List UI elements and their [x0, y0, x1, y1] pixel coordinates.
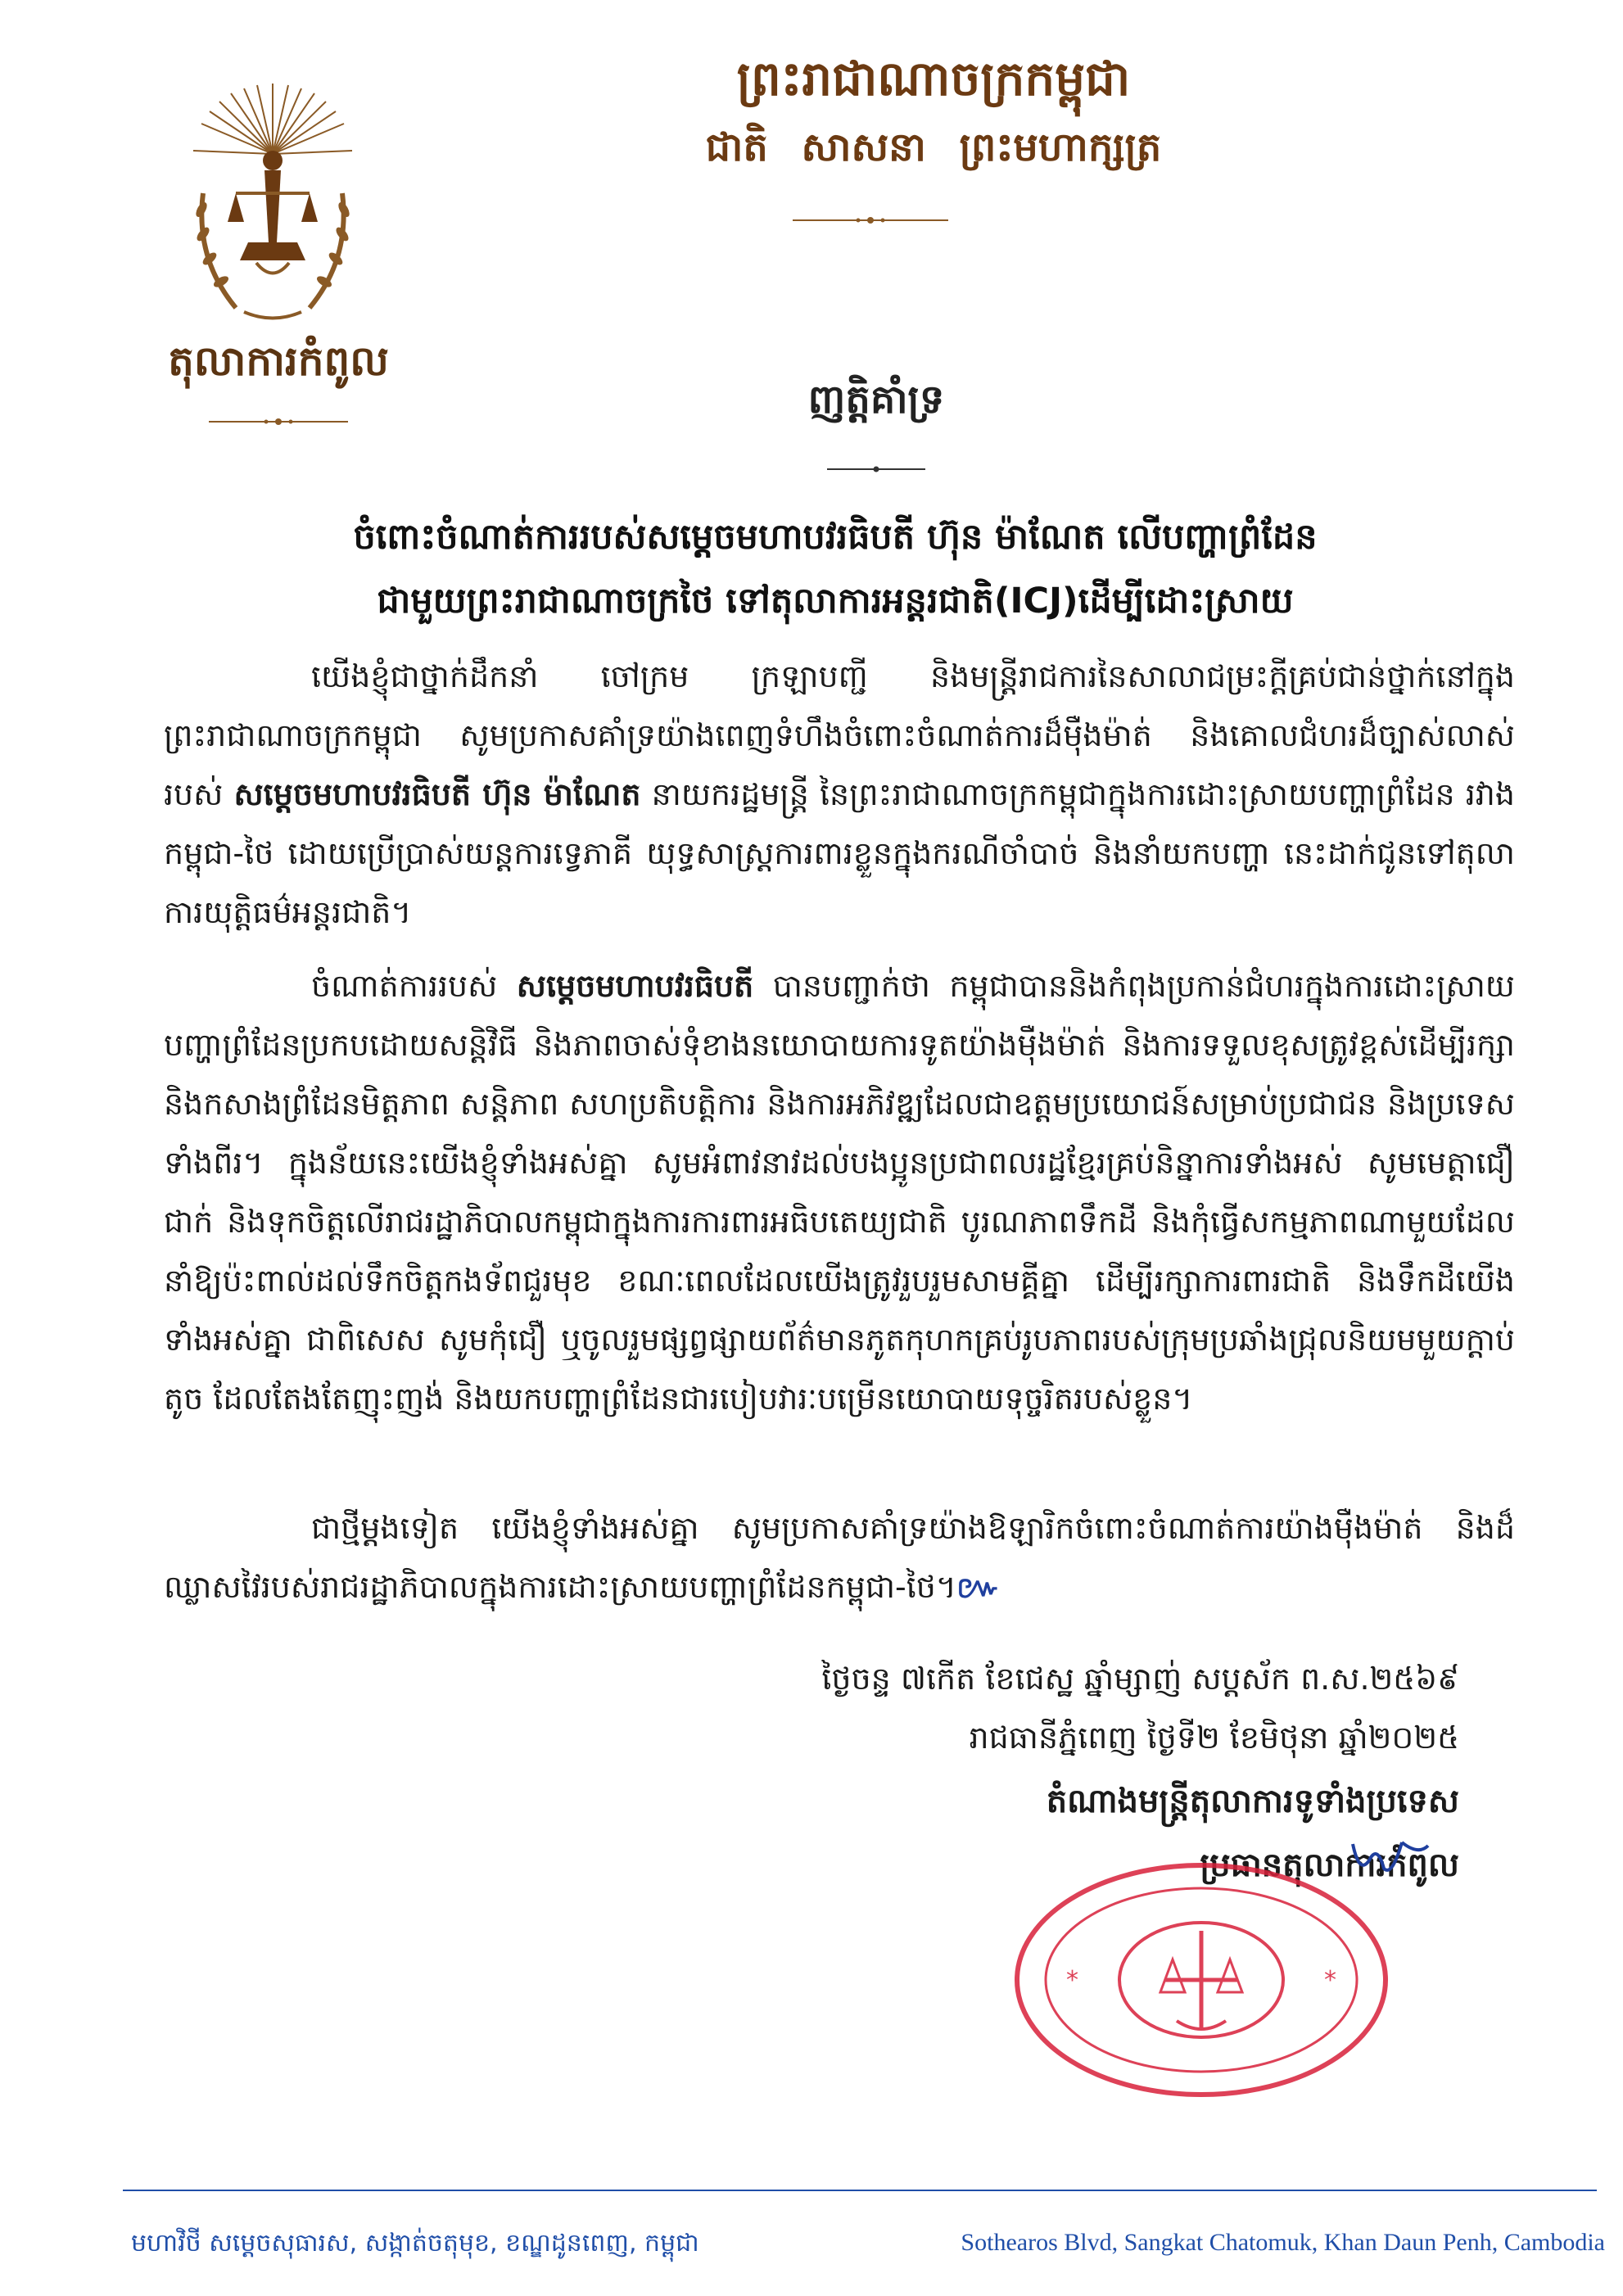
paragraph-1-text-b: នាយករដ្ឋមន្ត្រី នៃព្រះរាជាណាចក្រកម្ពុជាក្នុងការដោះស្រាយបញ្ហាព្រំដែន រវាងកម្ពុជា-ថៃ ដោយប្រើប្រាស់យន្តការទ្វេភាគី យុទ្ធសាស្ត្រការពារខ្លួនក្នុងករណីចាំបាច់ និងនាំយកបញ្ហា នេះដាក់ជូនទៅតុលាការយុត្តិធម៌អន្តរជាតិ។: [164, 776, 1515, 930]
paragraph-3-text: ជាថ្មីម្តងទៀត យើងខ្ញុំទាំងអស់គ្នា សូមប្រកាសគាំទ្រយ៉ាងឱឡារិកចំពោះចំណាត់ការយ៉ាងម៉ឺងម៉ាត់ និងដ៏ឈ្លាសវៃរបស់រាជរដ្ឋាភិបាលក្នុងការដោះស្រាយបញ្ហាព្រំដែនកម្ពុជា-ថៃ។: [164, 1510, 1515, 1605]
signatory-title: ប្រធានតុលាការកំពូល: [1200, 1846, 1459, 1884]
solar-date: រាជធានីភ្នំពេញ ថ្ងៃទី២ ខែមិថុនា ឆ្នាំ២០២៥: [969, 1720, 1459, 1756]
national-motto: ជាតិ សាសនា ព្រះមហាក្សត្រ: [705, 124, 1162, 170]
subject-line-1: ចំពោះចំណាត់ការរបស់សម្តេចមហាបវរធិបតី ហ៊ុន ម៉ាណែត លើបញ្ហាព្រំដែន: [353, 517, 1318, 558]
kingdom-heading: ព្រះរាជាណាចក្រកម្ពុជា: [736, 51, 1131, 106]
court-emblem-icon: [179, 79, 367, 341]
footer-address-english: Sothearos Blvd, Sangkat Chatomuk, Khan Daun Penh, Cambodia: [961, 2229, 1605, 2256]
court-name: តុលាការកំពូល: [168, 337, 389, 385]
flourish-divider-icon: [827, 463, 925, 475]
paragraph-3: [164, 1498, 1515, 1616]
paragraph-2-text-b: បានបញ្ជាក់ថា កម្ពុជាបាននិងកំពុងប្រកាន់ជំហរក្នុងការដោះស្រាយបញ្ហាព្រំដែនប្រកបដោយសន្តិវិធី និងភាពចាស់ទុំខាងនយោបាយការទូតយ៉ាងម៉ឺងម៉ាត់ និងការទទួលខុសត្រូវខ្ពស់ដើម្បីរក្សា និងកសាងព្រំដែនមិត្តភាព សន្តិភាព សហប្រតិបត្តិការ និងការអភិវឌ្ឍដែលជាឧត្តមប្រយោជន៍សម្រាប់ប្រជាជន និងប្រទេសទាំងពីរ។ ក្នុងន័យនេះយើងខ្ញុំទាំងអស់គ្នា សូមអំពាវនាវដល់បងប្អូនប្រជាពលរដ្ឋខ្មែរគ្រប់និន្នាការទាំងអស់ សូមមេត្តាជឿជាក់ និងទុកចិត្តលើរាជរដ្ឋាភិបាលកម្ពុជាក្នុងការការពារអធិបតេយ្យជាតិ បូរណភាពទឹកដី និងកុំធ្វើសកម្មភាពណាមួយដែលនាំឱ្យប៉ះពាល់ដល់ទឹកចិត្តកងទ័ពជួរមុខ ខណៈពេលដែលយើងត្រូវរួបរួមសាមគ្គីគ្នា ដើម្បីរក្សាការពារជាតិ និងទឹកដីយើងទាំងអស់គ្នា ជាពិសេស សូមកុំជឿ ឬចូលរួមផ្សព្វផ្សាយព័ត៌មានភូតកុហកគ្រប់រូបភាពរបស់ក្រុមប្រឆាំងជ្រុលនិយមមួយក្តាប់តូច ដែលតែងតែញុះញង់ និងយកបញ្ហាព្រំដែនជារបៀបវារៈបម្រើនយោបាយទុច្ចរិតរបស់ខ្លួន។: [164, 968, 1515, 1417]
footer-divider: [123, 2190, 1597, 2191]
paragraph-2-text-a: ចំណាត់ការរបស់: [311, 968, 517, 1004]
paragraph-2: [164, 956, 1515, 1428]
official-seal-icon: [1009, 1857, 1394, 2103]
ending-mark: ៚: [956, 1569, 1001, 1605]
prime-minister-name: សម្តេចមហាបវរធិបតី ហ៊ុន ម៉ាណែត: [233, 776, 641, 812]
document-title: ញត្តិគាំទ្រ: [807, 377, 945, 423]
paragraph-1: [164, 647, 1515, 942]
footer-address-khmer: មហាវិថី សម្តេចសុធារស, សង្កាត់ចតុមុខ, ខណ្ឌដូនពេញ, កម្ពុជា: [131, 2229, 699, 2258]
svg-text:*: *: [1066, 1966, 1078, 1995]
signatory-role: តំណាងមន្ត្រីតុលាការទូទាំងប្រទេស: [1046, 1783, 1459, 1820]
lunar-date: ថ្ងៃចន្ទ ៧កើត ខែជេស្ឋ ឆ្នាំម្សាញ់ សប្តស័ក ព.ស.២៥៦៩: [821, 1661, 1459, 1697]
prime-minister-title: សម្តេចមហាបវរធិបតី: [516, 968, 754, 1004]
flourish-divider-icon: [209, 416, 348, 427]
subject-line-2: ជាមួយព្រះរាជាណាចក្រថៃ ទៅតុលាការអន្តរជាតិ(ICJ)ដើម្បីដោះស្រាយ: [377, 581, 1294, 621]
svg-text:*: *: [1324, 1966, 1336, 1995]
paragraph-1-text-a: យើងខ្ញុំជាថ្នាក់ដឹកនាំ ចៅក្រម ក្រឡាបញ្ជី និងមន្ត្រីរាជការនៃសាលាជម្រះក្តីគ្រប់ជាន់ថ្នាក់នៅក្នុងព្រះរាជាណាចក្រកម្ពុជា សូមប្រកាសគាំទ្រយ៉ាងពេញទំហឹងចំពោះចំណាត់ការដ៏ម៉ឺងម៉ាត់ និងគោលជំហរដ៏ច្បាស់លាស់របស់: [164, 658, 1515, 812]
flourish-divider-icon: [793, 215, 948, 226]
